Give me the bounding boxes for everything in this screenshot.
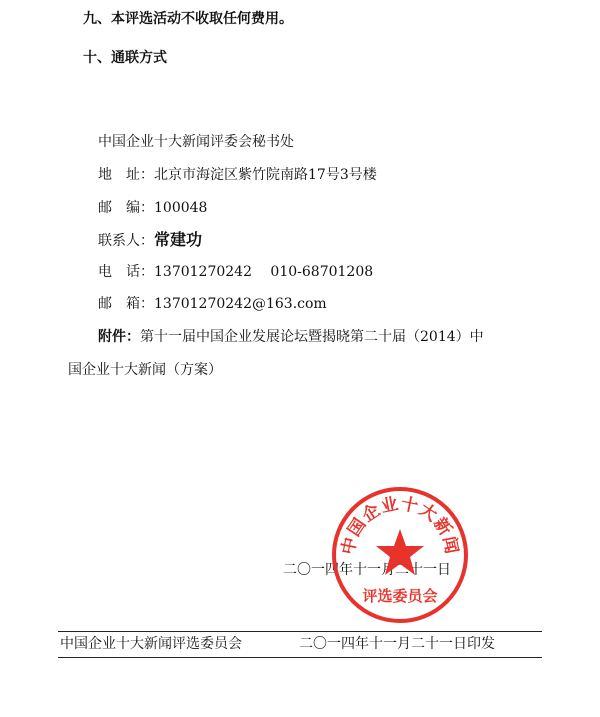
attachment-line-1 — [98, 328, 484, 346]
phone-value: 13701270242 010-68701208 — [154, 264, 374, 280]
section-ten-heading: 十、通联方式 — [83, 50, 167, 66]
footer-bottom-rule — [58, 657, 542, 658]
contact-person-row — [98, 231, 202, 250]
contact-organization: 中国企业十大新闻评委会秘书处 — [98, 134, 294, 150]
email-row — [98, 295, 327, 313]
attachment-line-2: 国企业十大新闻（方案） — [68, 362, 222, 378]
phone-label: 电 话： — [98, 264, 154, 280]
footer-issue-date: 二〇一四年十一月二十一日印发 — [299, 636, 495, 652]
email-value: 13701270242@163.com — [154, 296, 327, 312]
postcode-row — [98, 199, 207, 217]
official-seal — [330, 485, 470, 625]
footer-issuer: 中国企业十大新闻评选委员会 — [60, 636, 242, 652]
phone-row — [98, 263, 373, 281]
attachment-text-1: 第十一届中国企业发展论坛暨揭晓第二十届（2014）中 — [140, 329, 484, 345]
email-label: 邮 箱： — [98, 296, 154, 312]
postcode-value: 100048 — [154, 200, 208, 216]
address-label: 地 址： — [98, 167, 154, 183]
seal-ring-text: 中国企业十大新闻 — [338, 493, 462, 557]
seal-bottom-text: 评选委员会 — [362, 587, 438, 605]
attachment-label: 附件： — [98, 329, 140, 345]
section-nine-heading: 九、本评选活动不收取任何费用。 — [83, 11, 293, 27]
signature-date: 二〇一四年十一月二十一日 — [283, 562, 451, 578]
contact-person-name: 常建功 — [154, 230, 203, 249]
contact-person-label: 联系人： — [98, 233, 154, 249]
seal-star-icon — [376, 529, 424, 575]
address-row — [98, 166, 377, 184]
postcode-label: 邮 编： — [98, 200, 154, 216]
address-value: 北京市海淀区紫竹院南路17号3号楼 — [154, 167, 377, 183]
footer-top-rule — [58, 631, 542, 632]
